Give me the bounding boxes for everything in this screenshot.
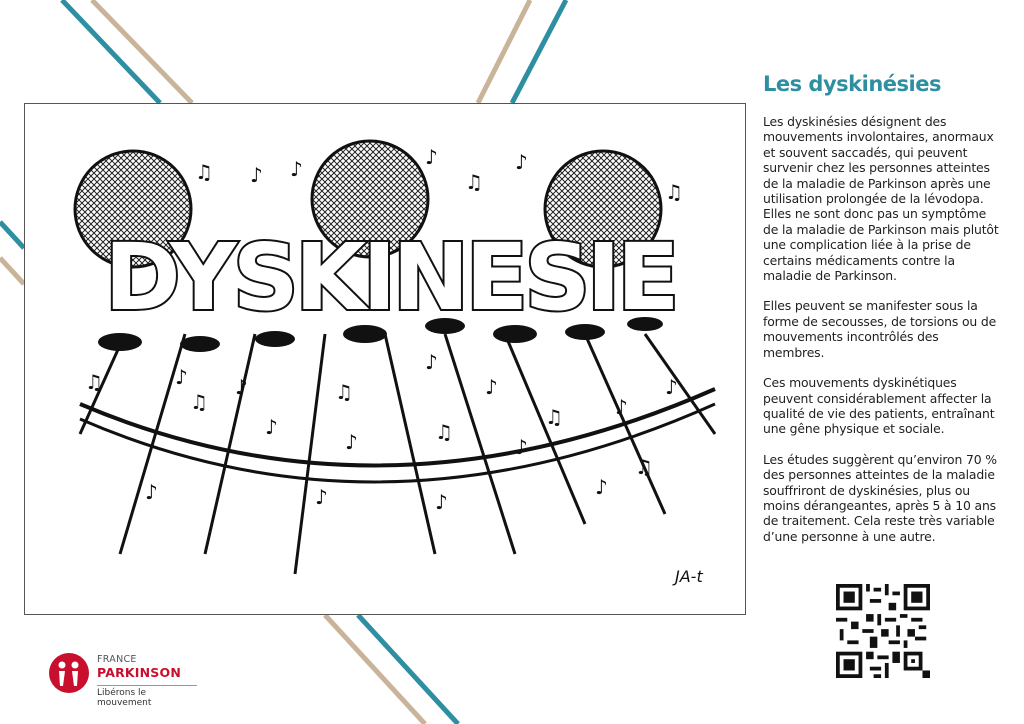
svg-text:♪: ♪ (290, 157, 303, 181)
svg-text:♫: ♫ (635, 455, 653, 479)
svg-text:♪: ♪ (485, 375, 498, 399)
svg-text:♫: ♫ (195, 160, 213, 184)
page-title: Les dyskinésies (763, 72, 941, 96)
paragraph-manifestation: Elles peuvent se manifester sous la forme de secousses, de torsions ou de mouvements incontrôlés des membres. (763, 298, 997, 360)
svg-text:♫: ♫ (665, 180, 683, 204)
svg-text:♪: ♪ (665, 375, 678, 399)
svg-text:♪: ♪ (515, 435, 528, 459)
svg-text:♪: ♪ (425, 350, 438, 374)
svg-text:♫: ♫ (85, 370, 103, 394)
svg-text:♪: ♪ (175, 365, 188, 389)
svg-text:♪: ♪ (235, 375, 248, 399)
svg-text:♪: ♪ (145, 480, 158, 504)
svg-text:♪: ♪ (515, 150, 528, 174)
parkinson-logo-icon (48, 652, 90, 694)
description-text (763, 114, 999, 559)
illustration-signature: JA-t (675, 567, 703, 586)
svg-text:♪: ♪ (345, 430, 358, 454)
paragraph-impact: Ces mouvements dyskinétiques peuvent considérablement affecter la qualité de vie des patients, entraînant une gêne physique et sociale. (763, 375, 995, 437)
logo-slogan: Libérons le mouvement (97, 685, 197, 708)
svg-text:♪: ♪ (315, 485, 328, 509)
svg-text:♫: ♫ (465, 170, 483, 194)
svg-text:♫: ♫ (545, 405, 563, 429)
svg-text:♪: ♪ (435, 490, 448, 514)
france-parkinson-logo[interactable] (48, 652, 208, 708)
illustration-title-word: DYSKINESIE (104, 224, 676, 331)
logo-parkinson-text: PARKINSON (97, 665, 182, 680)
svg-text:♫: ♫ (335, 380, 353, 404)
svg-text:♪: ♪ (615, 395, 628, 419)
logo-france-text: FRANCE (97, 654, 137, 665)
svg-text:♫: ♫ (435, 420, 453, 444)
paragraph-studies: Les études suggèrent qu’environ 70 % des personnes atteintes de la maladie souffriront de dyskinésies, plus ou moins dérangeantes, après 5 à 10 ans de traitement. Cela reste très variable d’une personne à une autre. (763, 451, 997, 544)
svg-text:♪: ♪ (250, 163, 263, 187)
paragraph-definition: Les dyskinésies désignent des mouvements involontaires, anormaux et souvent saccadés, qui peuvent survenir chez les personnes atteintes de la maladie de Parkinson après une utilisation prolongée de la lévodopa. Elles ne sont donc pas un symptôme de la maladie de Parkinson mais plutôt une complication liée à la prise de certains médicaments contre la maladie de Parkinson. (763, 114, 999, 284)
svg-text:♪: ♪ (425, 145, 438, 169)
svg-text:♫: ♫ (190, 390, 208, 414)
qr-code[interactable] (836, 584, 930, 678)
svg-text:♪: ♪ (595, 475, 608, 499)
svg-text:♪: ♪ (265, 415, 278, 439)
dyskinesia-illustration (24, 103, 746, 615)
